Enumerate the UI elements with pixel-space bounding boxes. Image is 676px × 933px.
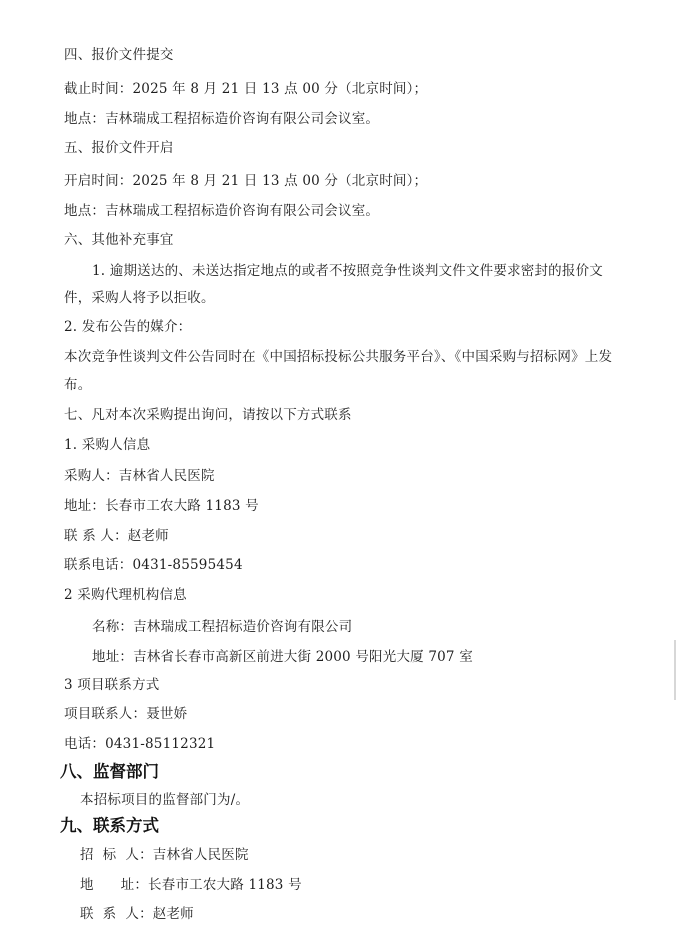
supervision-text: 本招标项目的监督部门为/。 (80, 792, 250, 808)
submission-deadline: 截止时间：2025 年 8 月 21 日 13 点 00 分（北京时间）； (64, 81, 428, 97)
media-line-2: 布。 (64, 377, 92, 393)
tenderer-address: 地 址：长春市工农大路 1183 号 (80, 877, 302, 893)
buyer-info-title: 1. 采购人信息 (64, 437, 151, 453)
agency-address: 地址：吉林省长春市高新区前进大街 2000 号阳光大厦 707 室 (92, 649, 473, 665)
section-5-heading: 五、报价文件开启 (64, 140, 174, 156)
rule-item-2: 2. 发布公告的媒介： (64, 319, 192, 335)
opening-time: 开启时间：2025 年 8 月 21 日 13 点 00 分（北京时间）； (64, 173, 428, 189)
buyer-name: 采购人：吉林省人民医院 (64, 468, 215, 484)
section-7-heading: 七、凡对本次采购提出询问，请按以下方式联系 (64, 407, 352, 423)
agency-info-title: 2 采购代理机构信息 (64, 587, 187, 603)
opening-location: 地点：吉林瑞成工程招标造价咨询有限公司会议室。 (64, 203, 380, 219)
project-phone: 电话：0431-85112321 (64, 736, 216, 752)
project-contact-title: 3 项目联系方式 (64, 677, 160, 693)
rule-item-1-line-1: 1. 逾期送达的、未送达指定地点的或者不按照竞争性谈判文件文件要求密封的报价文 (92, 263, 603, 279)
section-8-heading: 八、监督部门 (60, 762, 159, 781)
section-6-heading: 六、其他补充事宜 (64, 232, 174, 248)
agency-name: 名称：吉林瑞成工程招标造价咨询有限公司 (92, 619, 353, 635)
tenderer-contact: 联 系 人：赵老师 (80, 906, 194, 922)
project-contact-person: 项目联系人：聂世娇 (64, 706, 188, 722)
section-9-heading: 九、联系方式 (60, 816, 159, 835)
buyer-phone: 联系电话：0431-85595454 (64, 557, 243, 573)
rule-item-1-line-2: 件，采购人将予以拒收。 (64, 290, 215, 306)
submission-location: 地点：吉林瑞成工程招标造价咨询有限公司会议室。 (64, 111, 380, 127)
media-line-1: 本次竞争性谈判文件公告同时在《中国招标投标公共服务平台》、《中国采购与招标网》上发 (64, 349, 613, 365)
tenderer-name: 招 标 人：吉林省人民医院 (80, 847, 249, 863)
section-4-heading: 四、报价文件提交 (64, 47, 174, 63)
buyer-contact: 联 系 人：赵老师 (64, 528, 169, 544)
buyer-address: 地址：长春市工农大路 1183 号 (64, 498, 259, 514)
